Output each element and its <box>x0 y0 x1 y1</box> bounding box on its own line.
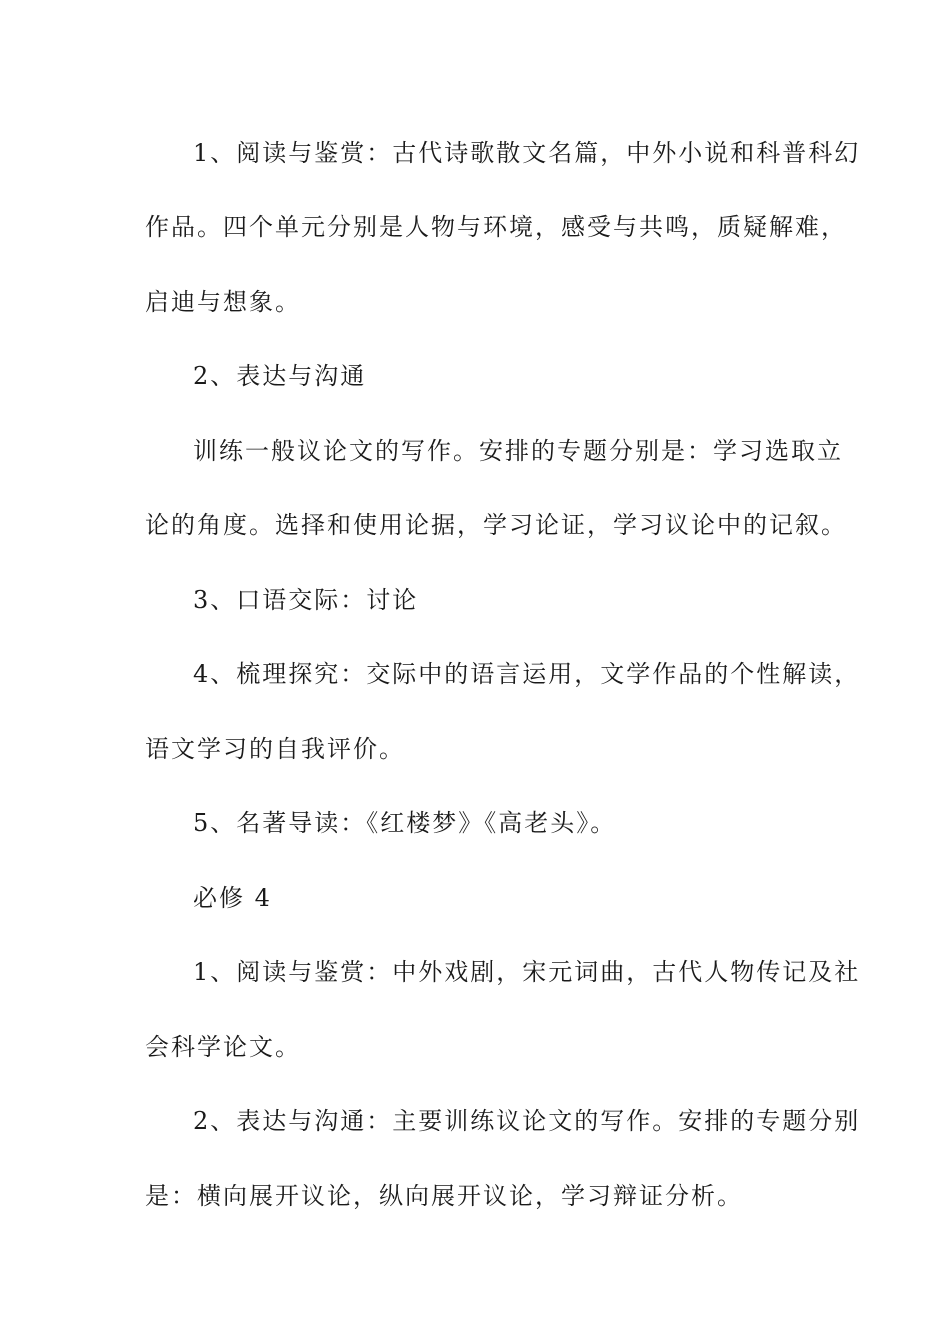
paragraph-line: 论的角度。选择和使用论据，学习论证，学习议论中的记叙。 <box>145 511 847 539</box>
paragraph-line: 会科学论文。 <box>145 1033 301 1061</box>
paragraph-line: 作品。四个单元分别是人物与环境，感受与共鸣，质疑解难， <box>145 213 847 241</box>
section-heading: 2、表达与沟通 <box>193 362 367 390</box>
paragraph-line: 语文学习的自我评价。 <box>145 735 405 763</box>
paragraph-line: 2、表达与沟通：主要训练议论文的写作。安排的专题分别 <box>193 1107 861 1135</box>
paragraph-line: 1、阅读与鉴赏：中外戏剧，宋元词曲，古代人物传记及社 <box>193 958 861 986</box>
paragraph-line: 启迪与想象。 <box>145 288 301 316</box>
paragraph-line: 是：横向展开议论，纵向展开议论，学习辩证分析。 <box>145 1182 743 1210</box>
paragraph-line: 4、梳理探究：交际中的语言运用，文学作品的个性解读， <box>193 660 861 688</box>
paragraph-line: 5、名著导读：《红楼梦》《高老头》。 <box>193 809 617 837</box>
paragraph-line: 训练一般议论文的写作。安排的专题分别是：学习选取立 <box>193 437 843 465</box>
paragraph-line: 1、阅读与鉴赏：古代诗歌散文名篇，中外小说和科普科幻 <box>193 139 861 167</box>
section-heading: 必修 4 <box>193 884 272 912</box>
paragraph-line: 3、口语交际：讨论 <box>193 586 419 614</box>
